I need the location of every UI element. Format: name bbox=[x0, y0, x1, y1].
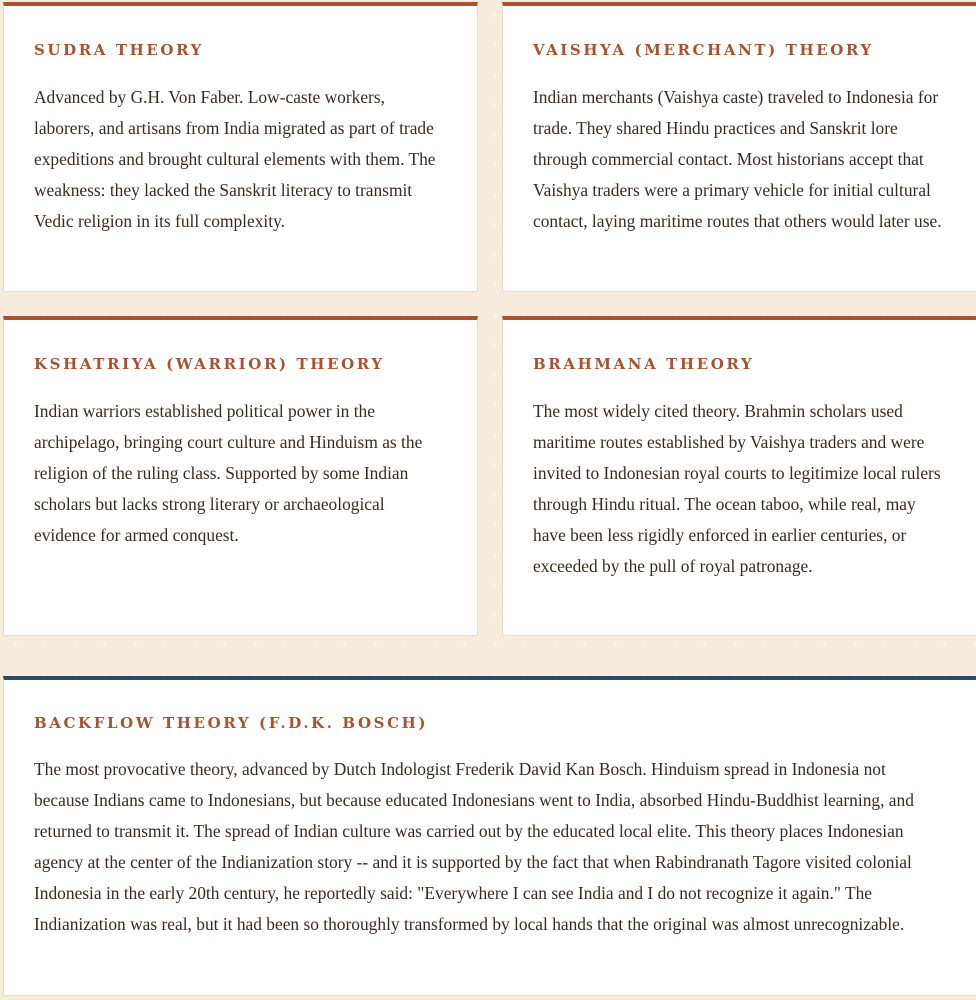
theory-card-brahmana bbox=[502, 316, 976, 636]
card-body: Indian merchants (Vaishya caste) traveled to Indonesia for trade. They shared Hindu practices and Sanskrit lore through commercial contact. Most historians accept that Vaishya traders were a primary vehicle for initial cultural contact, laying maritime routes that others would later use. bbox=[533, 87, 942, 231]
theory-card-backflow bbox=[3, 676, 976, 996]
theory-card-kshatriya bbox=[3, 316, 478, 636]
card-title: BACKFLOW THEORY (F.D.K. BOSCH) bbox=[34, 714, 429, 732]
card-body: Indian warriors established political power in the archipelago, bringing court culture and Hinduism as the religion of the ruling class. Supported by some Indian scholars but lacks strong literary or archaeological evidence for armed conquest. bbox=[34, 401, 423, 545]
theory-card-vaishya bbox=[502, 2, 976, 292]
card-body: The most provocative theory, advanced by Dutch Indologist Frederik David Kan Bosch. Hinduism spread in Indonesia not because Indians came to Indonesians, but because educated Indonesians went to India, absorbed Hindu-Buddhist learning, and returned to transmit it. The spread of Indian culture was carried out by the educated local elite. This theory places Indonesian agency at the center of the Indianization story -- and it is supported by the fact that when Rabindranath Tagore visited colonial Indonesia in the early 20th century, he reportedly said: "Everywhere I can see India and I do not recognize it again." The Indianization was real, but it had been so thoroughly transformed by local hands that the original was almost unrecognizable. bbox=[34, 759, 914, 934]
card-body: The most widely cited theory. Brahmin scholars used maritime routes established by Vaishya traders and were invited to Indonesian royal courts to legitimize local rulers through Hindu ritual. The ocean taboo, while real, may have been less rigidly enforced in earlier centuries, or exceeded by the pull of royal patronage. bbox=[533, 401, 941, 576]
card-body: Advanced by G.H. Von Faber. Low-caste workers, laborers, and artisans from India migrated as part of trade expeditions and brought cultural elements with them. The weakness: they lacked the Sanskrit literacy to transmit Vedic religion in its full complexity. bbox=[34, 87, 436, 231]
card-title: SUDRA THEORY bbox=[34, 41, 204, 59]
theory-card-sudra bbox=[3, 2, 478, 292]
card-title: BRAHMANA THEORY bbox=[533, 355, 755, 373]
card-title: VAISHYA (MERCHANT) THEORY bbox=[533, 41, 874, 59]
card-title: KSHATRIYA (WARRIOR) THEORY bbox=[34, 355, 385, 373]
